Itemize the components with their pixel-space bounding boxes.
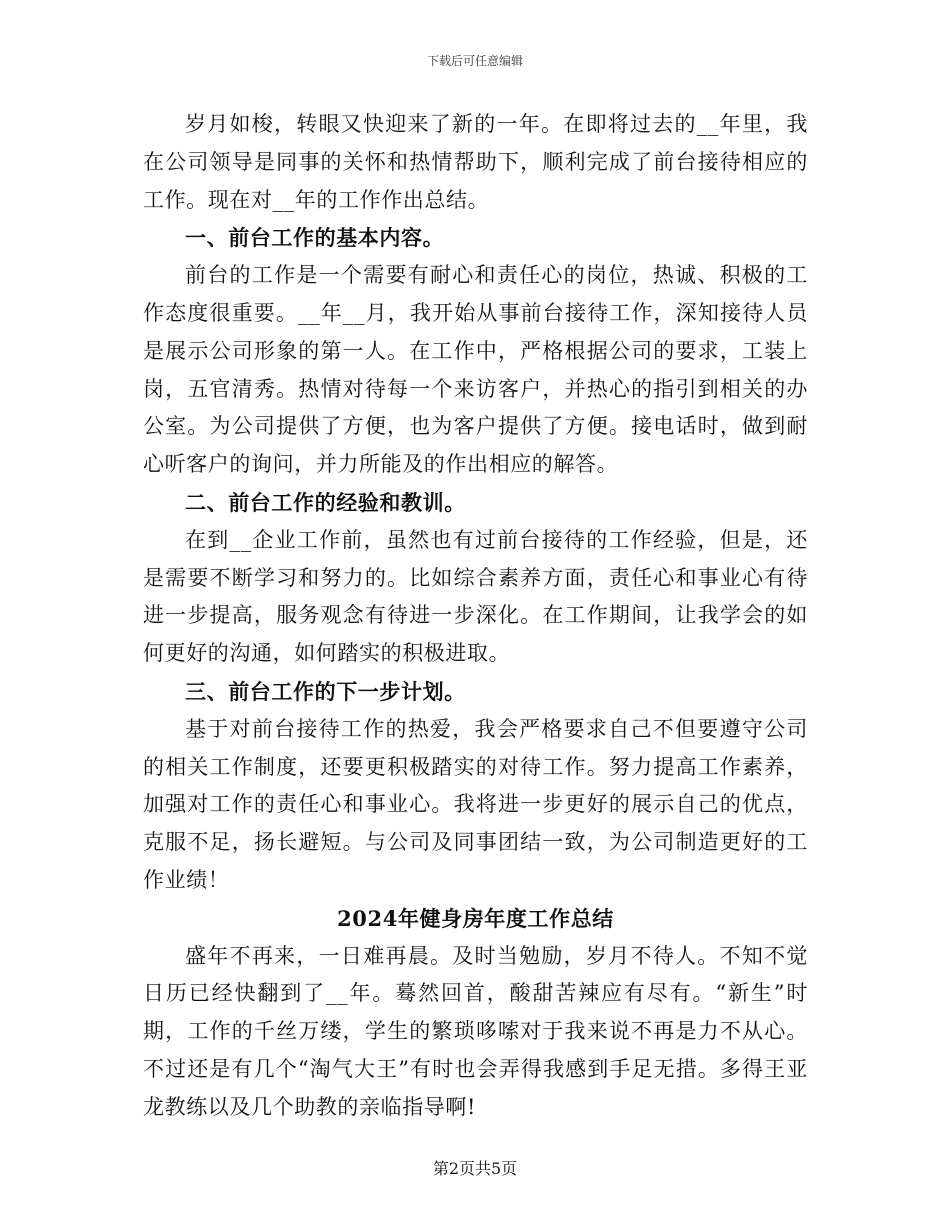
section-title: 2024年健身房年度工作总结 (337, 905, 614, 931)
paragraph-next-plan: 基于对前台接待工作的热爱，我会严格要求自己不但要遵守公司的相关工作制度，还要更积极踏实的对待工作。努力提高工作素养，加强对工作的责任心和事业心。我将进一步更好的展示自己的优点，克服不足，扬长避短。与公司及同事团结一致，为公司制造更好的工作业绩！ (143, 716, 808, 892)
document-body (143, 106, 808, 1127)
page-footer: 第2页共5页 (432, 1159, 518, 1178)
paragraph-experience: 在到__企业工作前，虽然也有过前台接待的工作经验，但是，还是需要不断学习和努力的。比如综合素养方面，责任心和事业心有待进一步提高，服务观念有待进一步深化。在工作期间，让我学会的如何更好的沟通，如何踏实的积极进取。 (143, 527, 808, 666)
paragraph-intro: 岁月如梭，转眼又快迎来了新的一年。在即将过去的__年里，我在公司领导是同事的关怀和热情帮助下，顺利完成了前台接待相应的工作。现在对__年的工作作出总结。 (143, 112, 808, 212)
paragraph-gym-summary: 盛年不再来，一日难再晨。及时当勉励，岁月不待人。不知不觉日历已经快翻到了__年。蓦然回首，酸甜苦辣应有尽有。“新生”时期，工作的千丝万缕，学生的繁琐哆嗦对于我来说不再是力不从心。不过还是有几个“淘气大王”有时也会弄得我感到手足无措。多得王亚龙教练以及几个助教的亲临指导啊! (143, 943, 808, 1119)
heading-basic-content: 一、前台工作的基本内容。 (185, 225, 445, 251)
heading-next-plan: 三、前台工作的下一步计划。 (185, 678, 466, 704)
heading-experience: 二、前台工作的经验和教训。 (185, 489, 466, 515)
paragraph-basic-content: 前台的工作是一个需要有耐心和责任心的岗位，热诚、积极的工作态度很重要。__年__月，我开始从事前台接待工作，深知接待人员是展示公司形象的第一人。在工作中，严格根据公司的要求，工装上岗，五官清秀。热情对待每一个来访客户，并热心的指引到相关的办公室。为公司提供了方便，也为客户提供了方便。接电话时，做到耐心听客户的询问，并力所能及的作出相应的解答。 (143, 263, 808, 477)
page-header: 下载后可任意编辑 (426, 54, 523, 68)
